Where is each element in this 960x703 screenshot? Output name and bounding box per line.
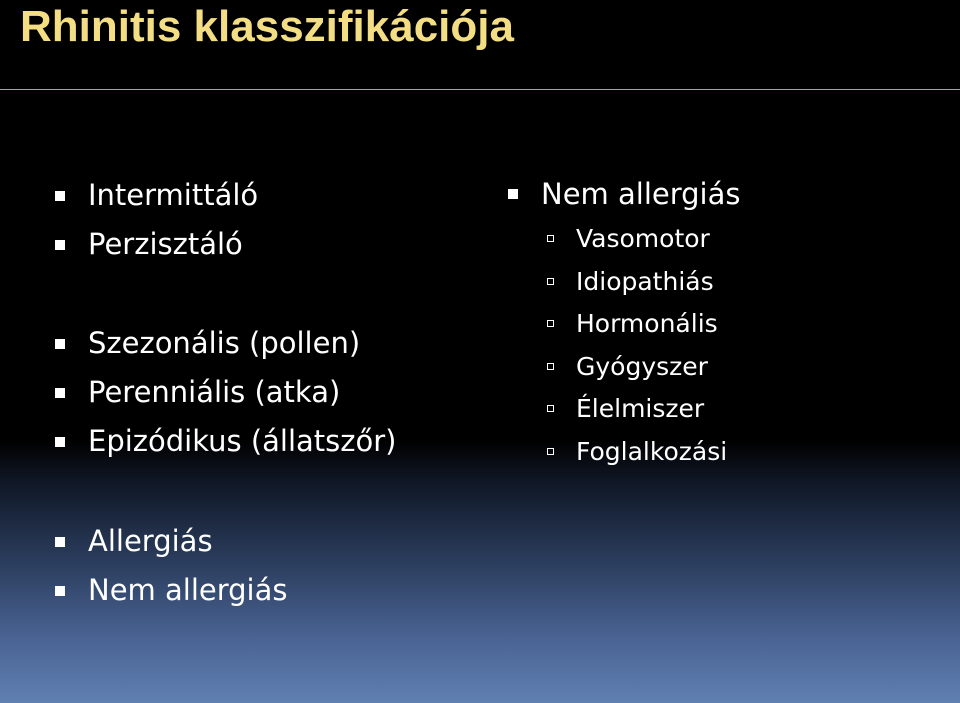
list-item (55, 220, 258, 269)
hollow-square-bullet-icon (547, 448, 554, 455)
list-item (55, 319, 396, 368)
list-item-label: Perenniális (atka) (88, 375, 341, 409)
square-bullet-icon (55, 537, 65, 547)
list-item (55, 368, 396, 417)
list-item-label: Perzisztáló (88, 227, 243, 261)
list-item (547, 431, 727, 474)
hollow-square-bullet-icon (547, 363, 554, 370)
slide-title: Rhinitis klasszifikációja (20, 2, 514, 51)
list-item-label: Idiopathiás (576, 266, 714, 296)
square-bullet-icon (55, 388, 65, 398)
list-item (55, 171, 258, 220)
list-item (547, 303, 727, 346)
list-item-label: Szezonális (pollen) (88, 326, 361, 360)
square-bullet-icon (55, 586, 65, 596)
list-item (547, 346, 727, 389)
list-item (547, 388, 727, 431)
non-allergic-subtype-list (547, 218, 727, 473)
list-item (508, 171, 741, 217)
list-item-label: Gyógyszer (576, 351, 708, 381)
list-item-label: Allergiás (88, 524, 213, 558)
non-allergic-heading: Nem allergiás (541, 177, 741, 211)
list-item-label: Epizódikus (állatszőr) (88, 424, 397, 458)
square-bullet-icon (55, 240, 65, 250)
list-item-label: Vasomotor (576, 224, 710, 253)
square-bullet-icon (55, 339, 65, 349)
list-item-label: Nem allergiás (88, 573, 288, 607)
square-bullet-icon (55, 191, 65, 201)
hollow-square-bullet-icon (547, 405, 554, 412)
list-item-label: Foglalkozási (576, 436, 728, 466)
square-bullet-icon (508, 189, 518, 199)
hollow-square-bullet-icon (547, 320, 554, 327)
duration-list (55, 171, 258, 269)
hollow-square-bullet-icon (547, 278, 554, 285)
list-item-label: Élelmiszer (576, 394, 705, 423)
list-item (547, 218, 727, 261)
exposure-list (55, 319, 396, 466)
list-item (55, 417, 396, 466)
list-item (547, 261, 727, 304)
square-bullet-icon (55, 437, 65, 447)
list-item-label: Intermittáló (88, 178, 259, 212)
non-allergic-heading-list (508, 171, 741, 217)
list-item-label: Hormonális (576, 309, 718, 338)
etiology-list (55, 517, 288, 615)
hollow-square-bullet-icon (547, 235, 554, 242)
list-item (55, 517, 288, 566)
title-divider (0, 89, 960, 90)
list-item (55, 566, 288, 615)
